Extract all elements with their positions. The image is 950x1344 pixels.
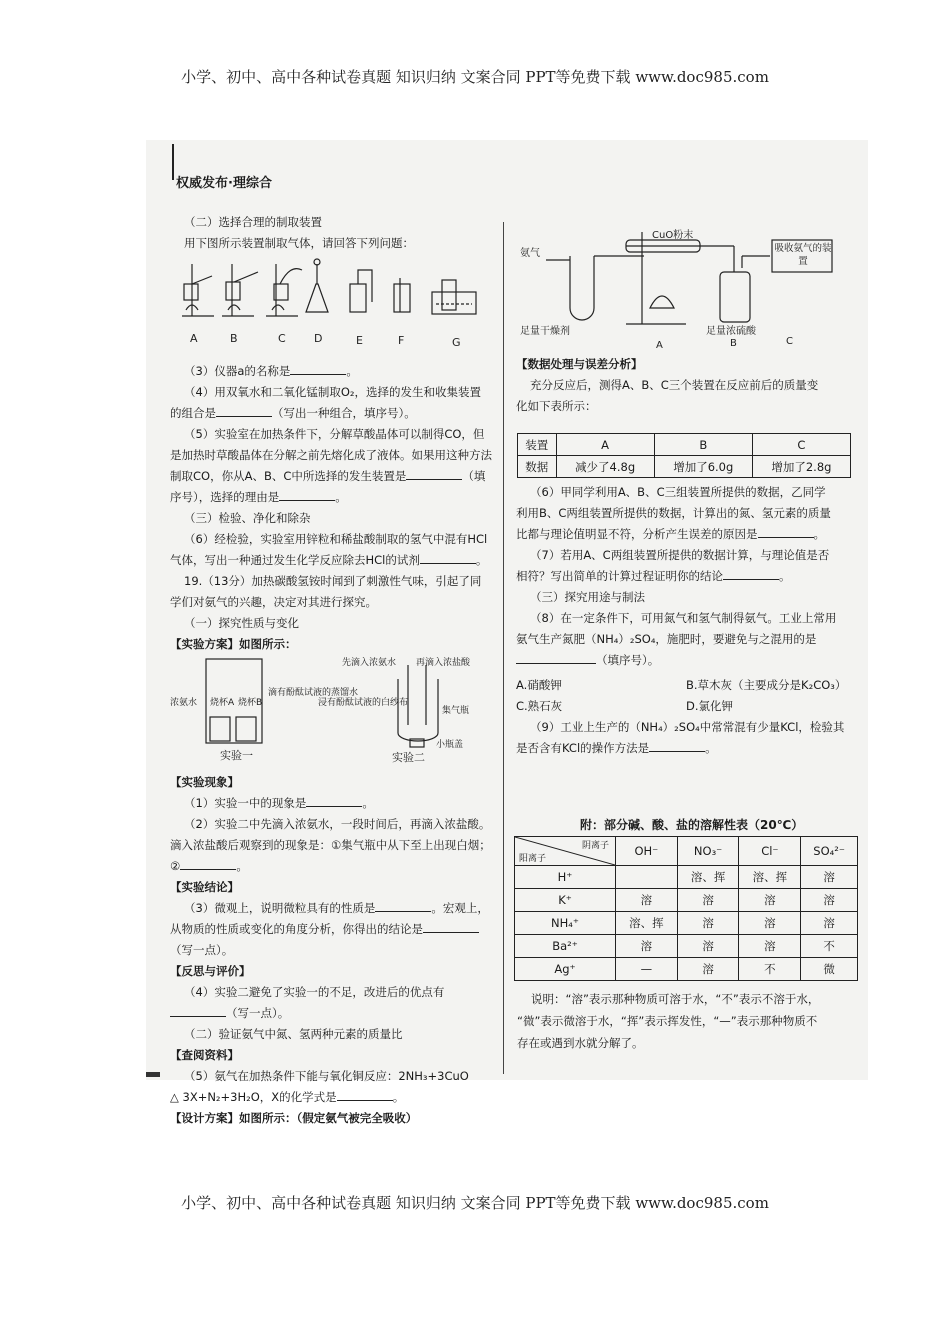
diagram-label: 吸收氨气的装置 (774, 243, 832, 267)
answer-blank[interactable] (758, 526, 814, 538)
corner-cation-label: 阳离子 (519, 854, 547, 864)
solubility-table (514, 836, 858, 981)
section-heading: 【反思与评价】 (170, 964, 251, 978)
table-header: A (556, 434, 654, 456)
table-cell: 增加了6.0g (654, 456, 752, 478)
table-cell: 数据 (518, 456, 557, 478)
diagram-label: 滴有酚酞试液的蒸馏水 (268, 688, 359, 698)
note-line: 存在或遇到水就分解了。 (517, 1036, 644, 1050)
table-cell: 不 (739, 958, 801, 981)
question-text: （3）微观上，说明微粒具有的性质是 。宏观上， (184, 901, 489, 915)
section-heading: 【查阅资料】 (170, 1048, 239, 1062)
question-text: 19.（13分）加热碳酸氢铵时闻到了刺激性气味，引起了同 (184, 574, 482, 588)
question-text: 从物质的性质或变化的角度分析，你得出的结论是 (170, 919, 490, 940)
diagram-label: 浸有酚酞试液的白纱布 (318, 698, 409, 708)
experiment-diagram (170, 655, 490, 765)
option[interactable]: D.氯化钾 (686, 699, 734, 713)
question-text: （7）若用A、C两组装置所提供的数据计算，与理论值是否 (530, 548, 830, 562)
table-cell: 溶 (801, 889, 858, 912)
diagram-label: 小瓶盖 (436, 740, 464, 750)
cation-header: H⁺ (515, 866, 616, 889)
ammonia-apparatus-diagram (516, 226, 856, 350)
anion-header: OH⁻ (616, 837, 678, 866)
question-text: 相符？写出简单的计算过程证明你的结论 。 (516, 569, 791, 583)
table-header: 装置 (518, 434, 557, 456)
answer-blank[interactable] (406, 468, 462, 480)
apparatus-label: F (398, 334, 405, 347)
right-column-upper (516, 354, 856, 417)
question-text: （4）实验二避免了实验一的不足，改进后的优点有 (184, 985, 445, 999)
table-header: C (752, 434, 850, 456)
table-cell: 溶 (677, 958, 739, 981)
option[interactable]: A.硝酸钾 (516, 678, 562, 692)
question-text: （写一点）。 (170, 1003, 490, 1024)
section-heading: 【实验现象】 (170, 775, 239, 789)
question-text: （3）仪器a的名称是 。 (184, 364, 358, 378)
brand-bar (172, 144, 174, 180)
question-text: （6）甲同学利用A、B、C三组装置所提供的数据，乙同学 (530, 485, 826, 499)
diagram-label: 足量干燥剂 (520, 326, 570, 337)
answer-blank[interactable] (375, 900, 431, 912)
anion-header: SO₄²⁻ (801, 837, 858, 866)
table-cell: 溶 (801, 912, 858, 935)
table-cell: 溶 (616, 935, 678, 958)
section-heading: 【实验结论】 (170, 880, 239, 894)
question-text: （6）经检验，实验室用锌粒和稀盐酸制取的氢气中混有HCl (184, 532, 488, 546)
question-text: 化如下表所示： (516, 399, 597, 413)
column-divider (503, 222, 504, 1074)
answer-blank[interactable] (306, 795, 362, 807)
question-text: （8）在一定条件下，可用氮气和氢气制得氨气。工业上常用 (530, 611, 837, 625)
question-text: 比都与理论值明显不符，分析产生误差的原因是 。 (516, 527, 825, 541)
question-text: （4）用双氧水和二氧化锰制取O₂，选择的发生和收集装置 (184, 385, 481, 399)
answer-blank[interactable] (420, 552, 476, 564)
header-watermark: 小学、初中、高中各种试卷真题 知识归纳 文案合同 PPT等免费下载 www.doc985.com (181, 68, 769, 86)
table-cell: 溶 (677, 935, 739, 958)
question-text: 是否含有KCl的操作方法是 。 (516, 741, 717, 755)
corner-anion-label: 阴离子 (581, 841, 609, 851)
table-cell: — (616, 958, 678, 981)
answer-blank[interactable] (170, 1005, 226, 1017)
question-text: 利用B、C两组装置所提供的数据，计算出的氮、氢元素的质量 (516, 506, 831, 520)
cation-header: NH₄⁺ (515, 912, 616, 935)
diagram-label: 再滴入浓盐酸 (416, 658, 471, 668)
question-text: 氨气生产氮肥（NH₄）₂SO₄，施肥时，要避免与之混用的是 (516, 632, 817, 646)
note-line: 说明：“溶”表示那种物质可溶于水，“不”表示不溶于水， (531, 992, 820, 1006)
option[interactable]: C.熟石灰 (516, 699, 563, 713)
question-text: 学们对氨气的兴趣，决定对其进行探究。 (170, 595, 377, 609)
note-line: “微”表示微溶于水，“挥”表示挥发性，“—”表示那种物质不 (517, 1014, 818, 1028)
diagram-label: B (730, 338, 737, 349)
brand-title: 权威发布·理综合 (176, 176, 272, 191)
diagram-label: 集气瓶 (442, 706, 470, 716)
answer-blank[interactable] (290, 363, 346, 375)
footer-watermark: 小学、初中、高中各种试卷真题 知识归纳 文案合同 PPT等免费下载 www.doc985.com (181, 1194, 769, 1212)
diagram-label: 实验二 (392, 751, 425, 764)
right-column-lower (516, 482, 856, 759)
diagram-label: 浓氨水 (170, 698, 198, 708)
apparatus-label: C (278, 332, 286, 345)
table-cell: 不 (801, 935, 858, 958)
anion-header: Cl⁻ (739, 837, 801, 866)
section-heading: 【设计方案】如图所示：（假定氨气被完全吸收） (170, 1111, 418, 1125)
question-text: 滴入浓盐酸后观察到的现象是：①集气瓶中从下至上出现白烟； (170, 838, 491, 852)
anion-header: NO₃⁻ (677, 837, 739, 866)
apparatus-label: D (314, 332, 323, 345)
cation-header: Ag⁺ (515, 958, 616, 981)
answer-blank[interactable] (649, 740, 705, 752)
question-text: ② 。 (170, 859, 248, 873)
table-cell: 溶 (677, 889, 739, 912)
table-cell: 微 (801, 958, 858, 981)
solubility-table-title: 附：部分碱、酸、盐的溶解性表（20℃） (580, 818, 804, 832)
answer-blank[interactable] (723, 568, 779, 580)
section-heading: （二）选择合理的制取装置 (184, 215, 322, 229)
table-corner (515, 837, 616, 866)
apparatus-label: A (190, 332, 198, 345)
table-cell: 溶 (616, 889, 678, 912)
answer-blank[interactable] (216, 405, 272, 417)
question-text: （填序号）。 (516, 650, 856, 671)
section-heading: （一）探究性质与变化 (184, 616, 299, 630)
table-cell: 溶 (739, 935, 801, 958)
solubility-note (517, 988, 857, 1054)
table-cell: 溶 (739, 912, 801, 935)
table-cell: 溶、挥 (677, 866, 739, 889)
question-text: （9）工业上生产的（NH₄）₂SO₄中常常混有少量KCl，检验其 (530, 720, 845, 734)
question-text: 气体，写出一种通过发生化学反应除去HCl的试剂 。 (170, 553, 488, 567)
apparatus-diagram (170, 254, 490, 354)
question-text: 用下图所示装置制取气体，请回答下列问题： (184, 236, 414, 250)
table-cell: 溶 (739, 889, 801, 912)
diagram-label: 烧杯B (238, 698, 263, 708)
option-row (516, 675, 856, 696)
section-heading: 【数据处理与误差分析】 (516, 357, 643, 371)
apparatus-label: G (452, 336, 461, 349)
page-corner-mark (146, 1072, 160, 1077)
answer-blank[interactable] (279, 489, 335, 501)
diagram-label: C (786, 336, 793, 347)
mass-change-table (517, 433, 851, 478)
question-text: （1）实验一中的现象是 。 (184, 796, 374, 810)
option[interactable]: B.草木灰（主要成分是K₂CO₃） (686, 678, 847, 692)
question-text: 的组合是 （写出一种组合，填序号）。 (170, 406, 416, 420)
question-text: （5）氨气在加热条件下能与氧化铜反应：2NH₃+3CuO (184, 1069, 469, 1083)
table-cell: 减少了4.8g (556, 456, 654, 478)
diagram-label: 氨气 (520, 248, 540, 259)
question-text: 制取CO，你从A、B、C中所选择的发生装置是 （填 (170, 469, 486, 483)
diagram-label: A (656, 340, 663, 350)
question-text: 序号），选择的理由是 。 (170, 490, 347, 504)
answer-blank[interactable] (516, 652, 596, 664)
diagram-label: 烧杯A (210, 698, 235, 708)
cation-header: K⁺ (515, 889, 616, 912)
table-cell: 溶 (677, 912, 739, 935)
section-heading: （二）验证氨气中氮、氢两种元素的质量比 (184, 1027, 403, 1041)
section-heading: （三）检验、净化和除杂 (184, 511, 311, 525)
answer-blank[interactable] (423, 921, 479, 933)
table-cell: 溶、挥 (739, 866, 801, 889)
answer-blank[interactable] (180, 858, 236, 870)
question-text: （写一点）。 (170, 943, 234, 957)
diagram-label: CuO粉末 (652, 230, 694, 241)
left-column (170, 212, 490, 1129)
table-cell: 溶、挥 (616, 912, 678, 935)
table-cell (616, 866, 678, 889)
diagram-label: 实验一 (220, 749, 253, 762)
table-header: B (654, 434, 752, 456)
answer-blank[interactable] (337, 1089, 393, 1101)
question-text: 是加热时草酸晶体在分解之前先熔化成了液体。如果用这种方法 (170, 448, 492, 462)
question-text: （5）实验室在加热条件下，分解草酸晶体可以制得CO，但 (184, 427, 485, 441)
question-text: 充分反应后，测得A、B、C三个装置在反应前后的质量变 (530, 378, 819, 392)
option-row (516, 696, 856, 717)
diagram-label: 足量浓硫酸 (706, 326, 756, 337)
table-cell: 溶 (801, 866, 858, 889)
section-heading: （三）探究用途与制法 (530, 590, 645, 604)
question-text: （2）实验二中先滴入浓氨水，一段时间后，再滴入浓盐酸。 (184, 817, 491, 831)
diagram-label: 先滴入浓氨水 (342, 658, 397, 668)
apparatus-label: E (356, 334, 363, 347)
question-text: △ 3X+N₂+3H₂O，X的化学式是 。 (170, 1090, 405, 1104)
cation-header: Ba²⁺ (515, 935, 616, 958)
section-heading: 【实验方案】如图所示： (170, 637, 297, 651)
table-cell: 增加了2.8g (752, 456, 850, 478)
apparatus-label: B (230, 332, 238, 345)
